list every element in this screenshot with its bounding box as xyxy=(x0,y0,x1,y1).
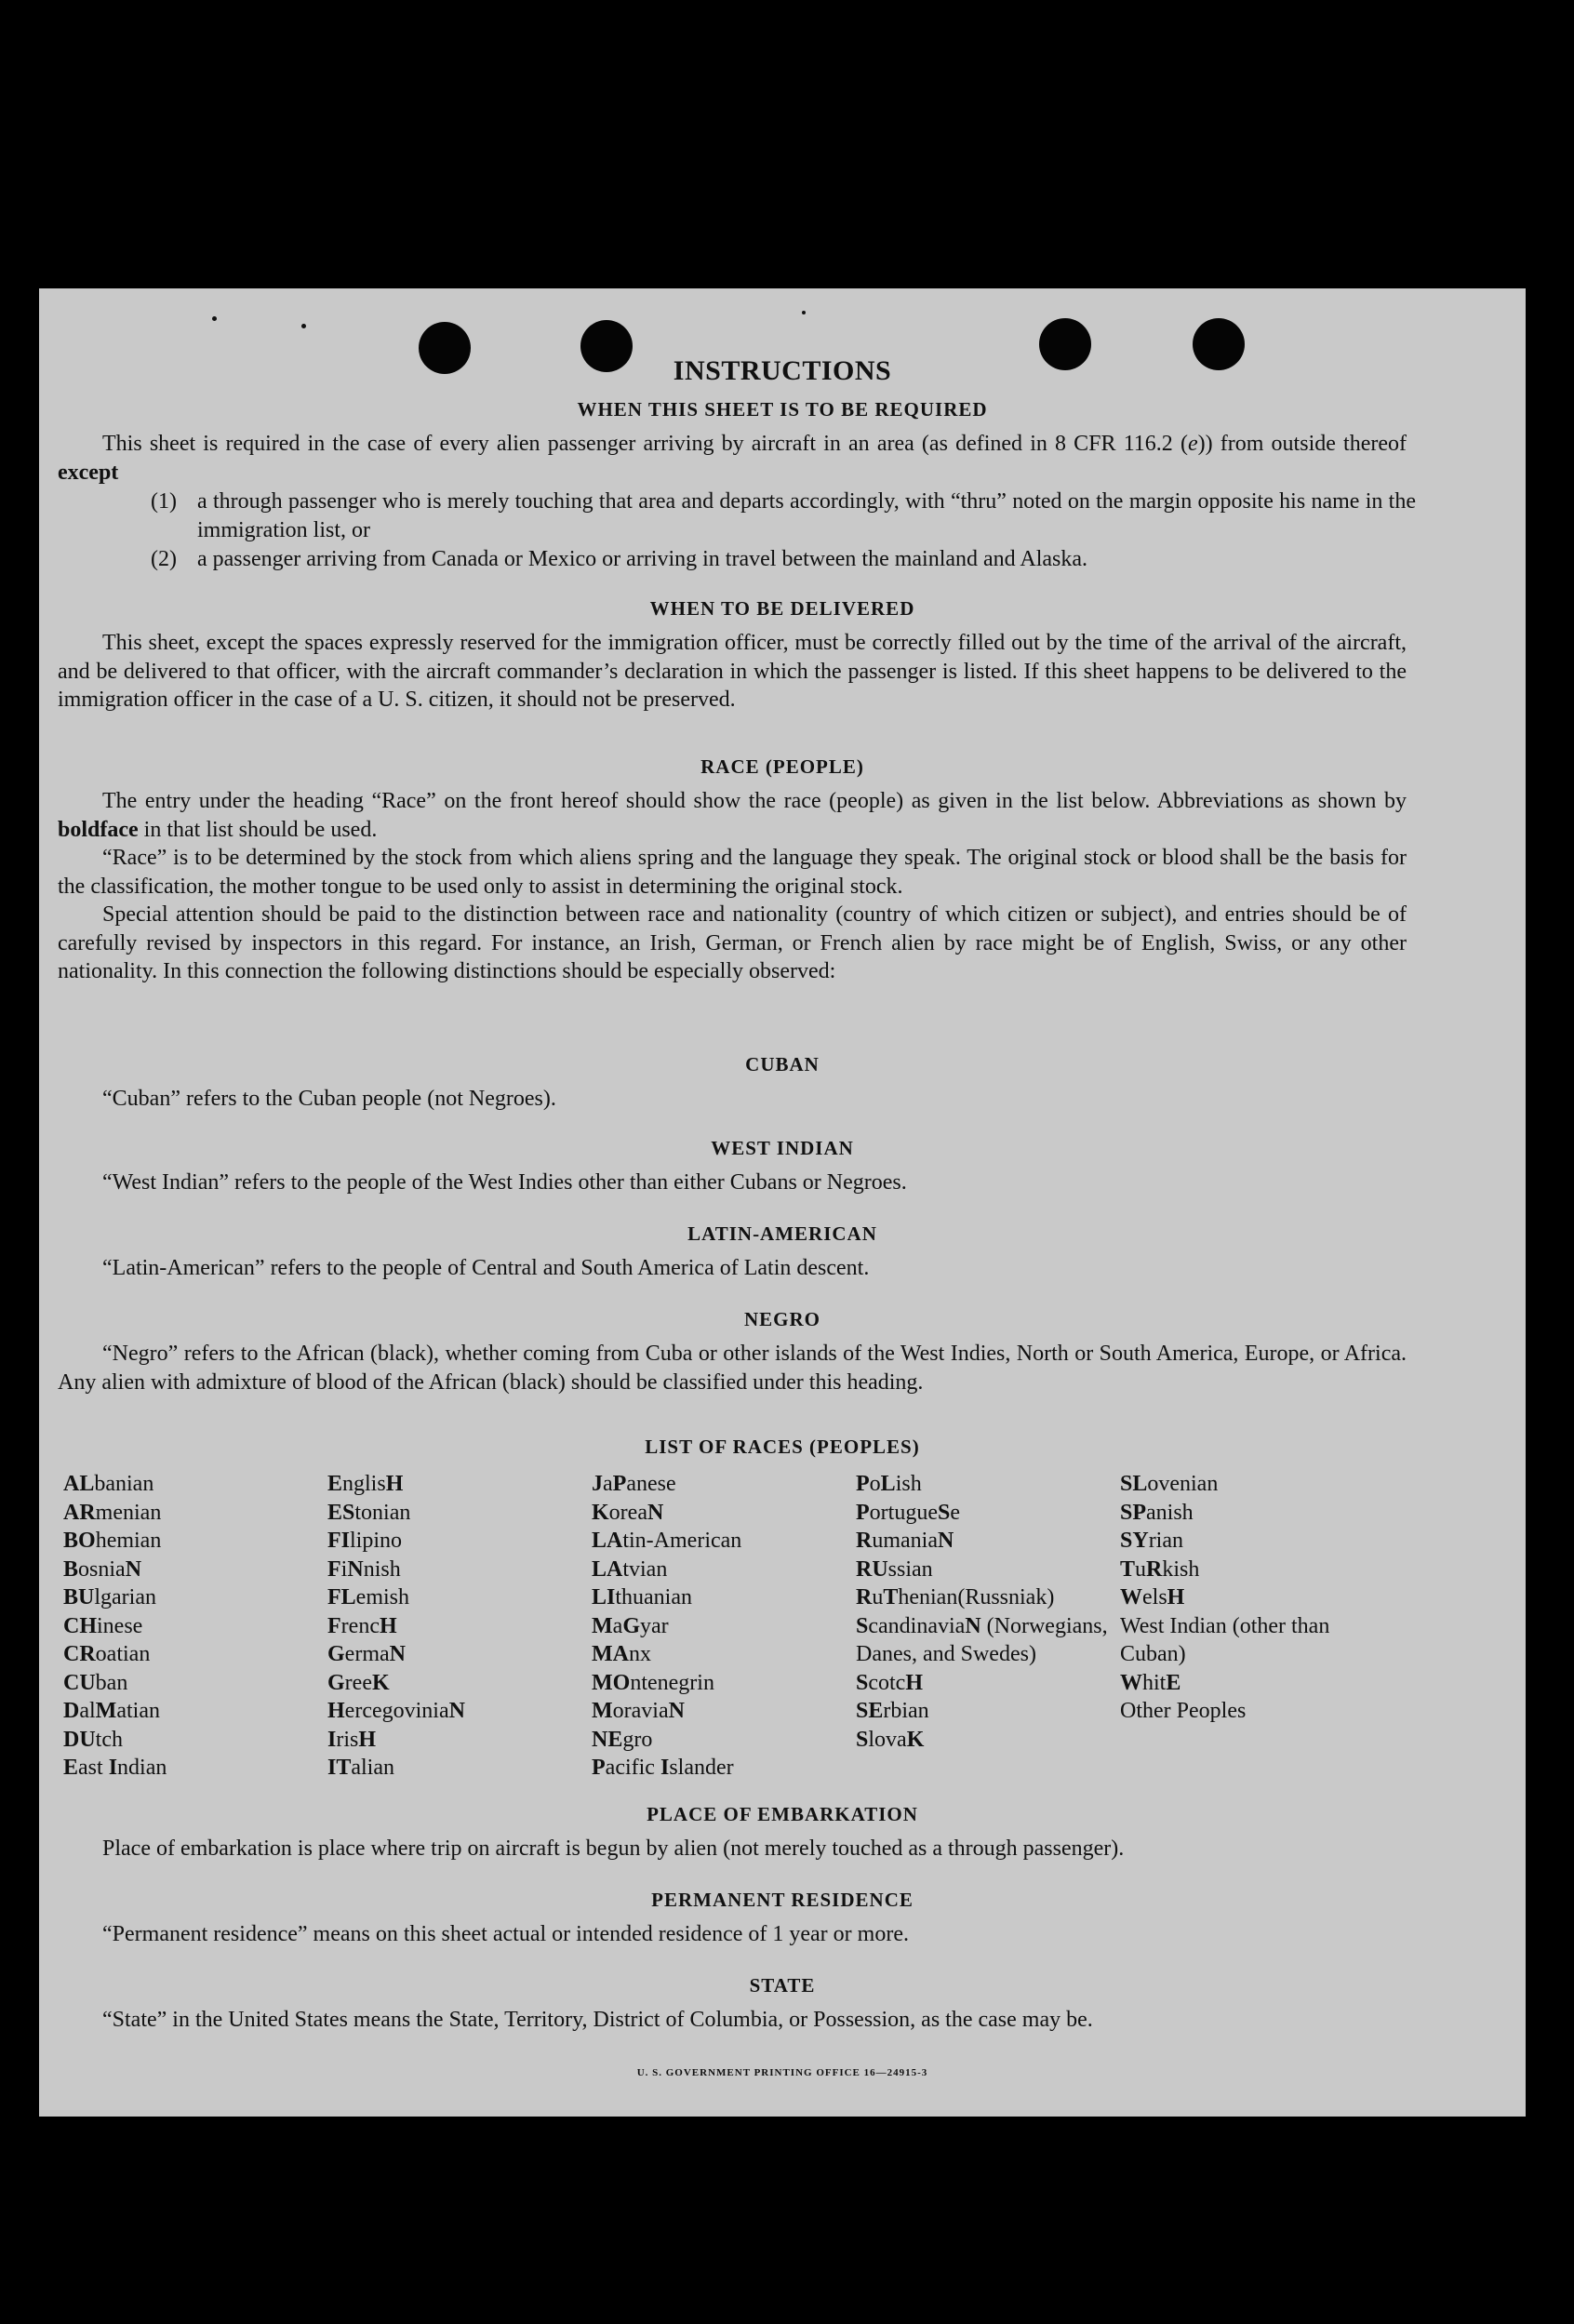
race-name-text: nx xyxy=(628,1642,651,1666)
abbreviation-letter: F xyxy=(327,1556,341,1582)
abbreviation-letter: NE xyxy=(592,1727,623,1752)
speck xyxy=(212,316,217,321)
race-name-text: erma xyxy=(344,1642,390,1666)
race-name-text: lgarian xyxy=(94,1585,156,1609)
race-name-text: u xyxy=(1135,1556,1147,1582)
section-heading: WHEN THIS SHEET IS TO BE REQUIRED xyxy=(577,398,988,421)
race-entry xyxy=(592,1556,852,1584)
race-name-text: ban xyxy=(95,1670,128,1695)
abbreviation-letter: I xyxy=(327,1727,337,1752)
abbreviation-letter: P xyxy=(856,1472,870,1496)
abbreviation-letter: BO xyxy=(63,1529,96,1553)
race-entry xyxy=(1120,1583,1376,1612)
list-item xyxy=(151,545,1416,574)
section-text: This sheet is required in the case of every alien passenger arriving by aircraft in an area (as defined in 8 CFR 116.2 (e)) from outside thereof except xyxy=(58,432,1407,485)
race-name-text: nglis xyxy=(342,1472,386,1496)
race-name-text: ercegovinia xyxy=(344,1699,449,1723)
section-heading: RACE (PEOPLE) xyxy=(700,755,864,778)
race-entry xyxy=(1120,1612,1376,1669)
section-text: “State” in the United States means the State, Territory, District of Columbia, or Possession, as the case may be. xyxy=(102,2008,1093,2032)
abbreviation-letter: W xyxy=(1120,1585,1142,1609)
race-entry xyxy=(1120,1527,1376,1556)
abbreviation-letter: ES xyxy=(327,1500,355,1525)
race-name-text: Other Peoples xyxy=(1120,1699,1247,1723)
item-number: (2) xyxy=(151,547,177,571)
section-text: “Cuban” refers to the Cuban people (not Negroes). xyxy=(102,1087,556,1111)
race-name-text: a xyxy=(603,1472,613,1496)
abbreviation-letter: R xyxy=(1146,1556,1163,1582)
race-name-text: osnia xyxy=(78,1556,126,1582)
abbreviation-letter: S xyxy=(856,1613,869,1638)
abbreviation-letter: K xyxy=(906,1727,925,1752)
race-entry xyxy=(856,1583,1121,1612)
race-name-text: lipino xyxy=(350,1529,403,1553)
race-entry xyxy=(63,1527,314,1556)
race-name-text: ish xyxy=(895,1472,922,1496)
section-text: “Permanent residence” means on this sheet actual or intended residence of 1 year or more. xyxy=(102,1922,909,1946)
abbreviation-letter: SP xyxy=(1120,1500,1147,1525)
race-name-text: e xyxy=(950,1500,960,1525)
race-entry xyxy=(63,1556,314,1584)
race-column xyxy=(856,1470,1121,1754)
race-name-text: nish xyxy=(363,1556,401,1582)
abbreviation-letter: P xyxy=(856,1500,870,1525)
speck xyxy=(301,324,306,328)
race-name-text: els xyxy=(1142,1585,1167,1609)
race-entry xyxy=(592,1612,852,1641)
race-entry xyxy=(327,1726,579,1755)
abbreviation-letter: FL xyxy=(327,1585,356,1609)
abbreviation-letter: MO xyxy=(592,1670,631,1695)
race-entry xyxy=(327,1697,579,1726)
race-name-text: henian(Russniak) xyxy=(898,1585,1055,1609)
abbreviation-letter: BU xyxy=(63,1585,95,1609)
abbreviation-letter: N xyxy=(448,1699,465,1723)
abbreviation-letter: LA xyxy=(592,1529,623,1553)
race-entry xyxy=(856,1669,1121,1698)
race-entry xyxy=(63,1697,314,1726)
abbreviation-letter: M xyxy=(95,1699,117,1723)
abbreviation-letter: SY xyxy=(1120,1529,1149,1553)
abbreviation-letter: H xyxy=(358,1727,377,1752)
race-entry xyxy=(63,1583,314,1612)
item-text: a through passenger who is merely touching that area and departs accordingly, with “thru” noted on the margin opposite his name in the immigration list, or xyxy=(197,489,1416,542)
race-name-text: anish xyxy=(1146,1500,1194,1525)
abbreviation-letter: S xyxy=(937,1500,951,1525)
race-entry xyxy=(856,1499,1121,1528)
abbreviation-letter: F xyxy=(327,1613,341,1638)
abbreviation-letter: N xyxy=(647,1500,664,1525)
race-entry xyxy=(856,1470,1121,1499)
abbreviation-letter: N xyxy=(125,1556,142,1582)
abbreviation-letter: E xyxy=(327,1472,343,1496)
race-entry xyxy=(592,1470,852,1499)
race-entry xyxy=(327,1754,579,1783)
race-entry xyxy=(856,1612,1121,1669)
race-name-text: o xyxy=(869,1472,881,1496)
abbreviation-letter: H xyxy=(385,1472,404,1496)
abbreviation-letter: IT xyxy=(327,1756,352,1780)
section-text: “West Indian” refers to the people of the West Indies other than either Cubans or Negroes. xyxy=(102,1170,907,1195)
abbreviation-letter: W xyxy=(1120,1670,1142,1695)
race-column xyxy=(592,1470,852,1783)
race-entry xyxy=(327,1612,579,1641)
item-number: (1) xyxy=(151,489,177,514)
race-entry xyxy=(592,1640,852,1669)
race-entry xyxy=(63,1612,314,1641)
abbreviation-letter: M xyxy=(592,1613,613,1638)
section-heading: LIST OF RACES (PEOPLES) xyxy=(645,1436,920,1458)
abbreviation-letter: I xyxy=(108,1756,118,1780)
race-entry xyxy=(592,1697,852,1726)
race-name-text: hit xyxy=(1142,1670,1167,1695)
abbreviation-letter: DU xyxy=(63,1727,96,1752)
section-heading: WEST INDIAN xyxy=(711,1137,854,1159)
abbreviation-letter: S xyxy=(856,1727,869,1752)
abbreviation-letter: S xyxy=(856,1670,869,1695)
race-name-text: cotc xyxy=(868,1670,906,1695)
section-heading: STATE xyxy=(749,1974,816,1997)
race-entry xyxy=(327,1527,579,1556)
race-entry xyxy=(63,1669,314,1698)
section-text: This sheet, except the spaces expressly reserved for the immigration officer, must be correctly filled out by the time of the arrival of the aircraft, and be delivered to that officer, with the aircraft commander’s declaration in which the passenger is listed. If this sheet happens to be delivered to the immigration officer in the case of a U. S. citizen, it should not be preserved. xyxy=(58,631,1407,712)
race-entry xyxy=(856,1697,1121,1726)
race-entry xyxy=(1120,1556,1376,1584)
abbreviation-letter: G xyxy=(327,1670,345,1695)
race-name-text: oatian xyxy=(95,1642,151,1666)
race-entry xyxy=(63,1726,314,1755)
section-heading: WHEN TO BE DELIVERED xyxy=(649,597,915,620)
race-name-text: ree xyxy=(344,1670,372,1695)
race-name-text: yar xyxy=(639,1613,669,1638)
abbreviation-letter: N xyxy=(668,1699,685,1723)
race-name-text: ssian xyxy=(887,1556,933,1582)
abbreviation-letter: L xyxy=(880,1472,896,1496)
race-name-text: u xyxy=(872,1585,884,1609)
race-entry xyxy=(1120,1697,1376,1726)
abbreviation-letter: CH xyxy=(63,1613,97,1638)
race-entry xyxy=(327,1669,579,1698)
race-name-text: menian xyxy=(95,1500,162,1525)
race-name-text: ntenegrin xyxy=(630,1670,714,1695)
abbreviation-letter: CR xyxy=(63,1642,96,1666)
abbreviation-letter: T xyxy=(883,1585,899,1609)
race-name-text: rbian xyxy=(883,1699,929,1723)
race-name-text: ast xyxy=(78,1756,109,1780)
race-name-text: atian xyxy=(116,1699,160,1723)
race-name-text: hemian xyxy=(95,1529,162,1553)
race-name-text: West Indian (other than Cuban) xyxy=(1120,1613,1330,1666)
race-name-text: ovenian xyxy=(1147,1472,1219,1496)
abbreviation-letter: N xyxy=(389,1642,406,1666)
race-name-text: tvian xyxy=(622,1556,668,1582)
abbreviation-letter: R xyxy=(856,1585,873,1609)
section-heading: NEGRO xyxy=(743,1308,820,1330)
abbreviation-letter: SE xyxy=(856,1699,884,1723)
race-entry xyxy=(63,1499,314,1528)
section-heading: PERMANENT RESIDENCE xyxy=(651,1889,914,1911)
instruction-sheet xyxy=(39,288,1526,2117)
race-entry xyxy=(592,1583,852,1612)
race-entry xyxy=(592,1754,852,1783)
abbreviation-letter: LA xyxy=(592,1556,623,1582)
race-entry xyxy=(63,1640,314,1669)
abbreviation-letter: E xyxy=(1166,1670,1181,1695)
abbreviation-letter: P xyxy=(612,1472,627,1496)
race-entry xyxy=(327,1499,579,1528)
page-title: INSTRUCTIONS xyxy=(673,355,892,386)
race-entry xyxy=(327,1583,579,1612)
race-name-text: lova xyxy=(868,1727,907,1752)
abbreviation-letter: FI xyxy=(327,1529,350,1553)
section-text: “Latin-American” refers to the people of Central and South America of Latin descent. xyxy=(102,1256,870,1280)
abbreviation-letter: RU xyxy=(856,1556,888,1582)
race-name-text: ndian xyxy=(117,1756,167,1780)
race-entry xyxy=(63,1470,314,1499)
abbreviation-letter: N xyxy=(347,1556,364,1582)
abbreviation-letter: M xyxy=(592,1699,613,1723)
race-name-text: emish xyxy=(355,1585,409,1609)
abbreviation-letter: LI xyxy=(592,1585,616,1609)
list-item xyxy=(151,488,1416,544)
abbreviation-letter: E xyxy=(63,1756,79,1780)
abbreviation-letter: P xyxy=(592,1756,606,1780)
race-name-text: slander xyxy=(669,1756,734,1780)
race-name-text: thuanian xyxy=(615,1585,692,1609)
abbreviation-letter: N xyxy=(937,1529,954,1553)
abbreviation-letter: SL xyxy=(1120,1472,1148,1496)
abbreviation-letter: D xyxy=(63,1699,80,1723)
race-entry xyxy=(592,1527,852,1556)
race-name-text: banian xyxy=(94,1472,154,1496)
section-heading: PLACE OF EMBARKATION xyxy=(647,1803,918,1825)
race-column xyxy=(63,1470,314,1783)
race-name-text: inese xyxy=(97,1613,143,1638)
race-name-text: tch xyxy=(95,1727,123,1752)
abbreviation-letter: H xyxy=(379,1613,397,1638)
race-entry xyxy=(856,1556,1121,1584)
race-name-text: orea xyxy=(608,1500,647,1525)
abbreviation-letter: G xyxy=(622,1613,640,1638)
race-entry xyxy=(327,1640,579,1669)
item-text: a passenger arriving from Canada or Mexico or arriving in travel between the mainland and Alaska. xyxy=(197,547,1087,571)
section-text: Place of embarkation is place where trip on aircraft is begun by alien (not merely touched as a through passenger). xyxy=(102,1836,1125,1861)
race-entry xyxy=(327,1470,579,1499)
section-heading: CUBAN xyxy=(745,1053,820,1075)
race-entry xyxy=(1120,1470,1376,1499)
race-name-text: alian xyxy=(351,1756,394,1780)
race-name-text: oravia xyxy=(612,1699,669,1723)
race-name-text: a xyxy=(612,1613,623,1638)
abbreviation-letter: MA xyxy=(592,1642,629,1666)
section-text: “Negro” refers to the African (black), whether coming from Cuba or other islands of the West Indies, North or South America, Europe, or Africa. Any alien with admixture of blood of the African (black) should be classified under this heading. xyxy=(58,1342,1407,1395)
abbreviation-letter: I xyxy=(660,1756,670,1780)
abbreviation-letter: T xyxy=(1120,1556,1136,1582)
abbreviation-letter: H xyxy=(905,1670,924,1695)
race-name-text: i xyxy=(340,1556,348,1582)
race-entry xyxy=(1120,1499,1376,1528)
speck xyxy=(802,311,806,314)
abbreviation-letter: AR xyxy=(63,1500,96,1525)
abbreviation-letter: K xyxy=(371,1670,390,1695)
race-name-text: tin-American xyxy=(622,1529,742,1553)
abbreviation-letter: G xyxy=(327,1642,345,1666)
race-name-text: anese xyxy=(626,1472,676,1496)
race-name-text: tonian xyxy=(354,1500,411,1525)
abbreviation-letter: AL xyxy=(63,1472,95,1496)
race-name-text: gro xyxy=(622,1727,653,1752)
race-column xyxy=(327,1470,579,1783)
race-name-text: candinavia xyxy=(868,1613,966,1638)
abbreviation-letter: H xyxy=(1167,1585,1185,1609)
race-column xyxy=(1120,1470,1376,1726)
race-name-text: rian xyxy=(1148,1529,1183,1553)
race-entry xyxy=(856,1527,1121,1556)
abbreviation-letter: H xyxy=(327,1699,345,1723)
section-heading: LATIN-AMERICAN xyxy=(687,1222,877,1245)
section-text: The entry under the heading “Race” on the front hereof should show the race (people) as given in the list below. Abbreviations as shown by boldface in that list should be used. “Race” is to be determined by the stock from which aliens spring and the language they speak. The original stock or blood shall be the basis for the classification, the mother tongue to be used only to assist in determining the original stock. Special attention should be paid to the distinction between race and nationality (country of which citizen or subject), and entries should be of carefully revised by inspectors in this regard. For instance, an Irish, German, or French alien by race might be of English, Swiss, or any other nationality. In this connection the following distinctions should be especially observed: xyxy=(58,789,1407,983)
abbreviation-letter: CU xyxy=(63,1670,96,1695)
race-name-text: al xyxy=(79,1699,96,1723)
race-name-text: ris xyxy=(336,1727,359,1752)
abbreviation-letter: B xyxy=(63,1556,79,1582)
race-name-text: renc xyxy=(340,1613,380,1638)
race-entry xyxy=(856,1726,1121,1755)
race-entry xyxy=(327,1556,579,1584)
abbreviation-letter: J xyxy=(592,1472,603,1496)
race-entry xyxy=(592,1669,852,1698)
abbreviation-letter: R xyxy=(856,1529,873,1553)
race-name-text: ortugue xyxy=(869,1500,938,1525)
race-name-text: acific xyxy=(605,1756,660,1780)
race-entry xyxy=(592,1726,852,1755)
race-entry xyxy=(63,1754,314,1783)
race-name-text: kish xyxy=(1162,1556,1200,1582)
race-entry xyxy=(1120,1669,1376,1698)
race-name-text: (Norwegians, Danes, and Swedes) xyxy=(856,1613,1108,1666)
race-entry xyxy=(592,1499,852,1528)
race-name-text: umania xyxy=(872,1529,938,1553)
abbreviation-letter: K xyxy=(592,1500,609,1525)
abbreviation-letter: N xyxy=(965,1613,981,1638)
printer-imprint: U. S. GOVERNMENT PRINTING OFFICE 16—24915-3 xyxy=(636,2067,928,2078)
